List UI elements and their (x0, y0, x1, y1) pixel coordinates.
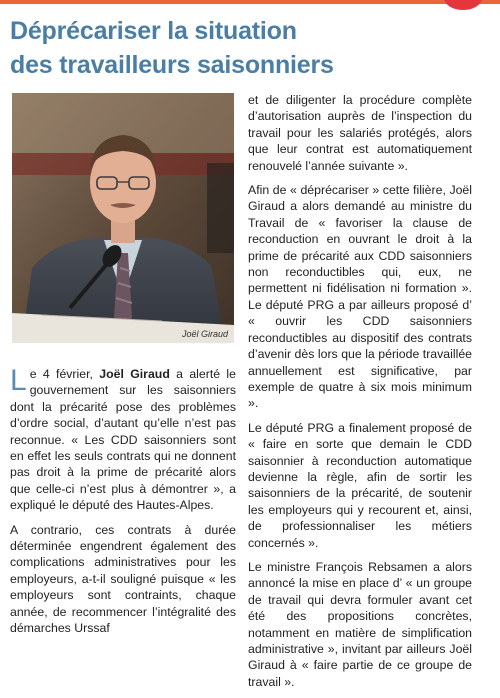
paragraph: Le ministre François Rebsamen a alors annoncé la mise en place d’ « un groupe de travail qui devra formuler avant cet été des propositions concrètes, notamment en matière de simplification administrative », invitant par ailleurs Joël Giraud à « faire partie de ce groupe de travail ». (248, 559, 472, 689)
paragraph: Afin de « déprécariser » cette filière, Joël Giraud a alors demandé au ministre du Travail de « favoriser la clause de reconduction en ouvrant le droit à la prime de précarité aux CDD saisonniers non reconductibles qui, eux, ne permettent ni fidélisation ni formation ». Le député PRG a par ailleurs proposé d’ « ouvrir les CDD saisonniers reconductibles au dispositif des contrats d’avenir dès lors que la période travaillée annuellement est significative, par exemple de quatre à six mois minimum ». (248, 183, 472, 411)
photo-caption: Joël Giraud (181, 329, 228, 339)
headline-line-2: des travailleurs saisonniers (10, 51, 334, 79)
paragraph: A contrario, ces contrats à durée déterminée engendrent également des complications administratives pour les employeurs, a-t-il souligné puisque « les employeurs sont contraints, chaque année, de recommencer l’intégralité des démarches Urssaf (10, 522, 236, 636)
paragraph: et de diligenter la procédure complète d’autorisation auprès de l’inspection du travail pour les salariés protégés, alors que leur contrat est automatiquement renouvelé l’année suivante ». (248, 93, 472, 173)
paragraph-text: a alerté le gouvernement sur les saisonniers dont la précarité pose des problèmes d’ordre social, d’autant qu’elle n’est pas reconnue. « Les CDD saisonniers sont en effet les seuls contrats qui ne donnent pas droit à la prime de précarité alors que celle-ci n’est plus à démontrer », a expliqué le député des Hautes-Alpes. (10, 367, 237, 513)
speaker-photo (12, 93, 234, 343)
paragraph (10, 366, 236, 514)
drop-cap: L (10, 364, 27, 397)
top-accent-bar (0, 0, 500, 4)
speaker-illustration (12, 93, 234, 343)
corner-badge (444, 0, 482, 10)
paragraph: Le député PRG a finalement proposé de « faire en sorte que demain le CDD saisonnier à reconduction automatique devienne la règle, afin de sortir les saisonniers de la précarité, de soutenir les employeurs qui y recourent et, ainsi, de professionnaliser les métiers concernés ». (248, 420, 472, 550)
paragraph-text: e 4 février, (29, 367, 100, 381)
article-headline (10, 14, 490, 82)
article-column-right (248, 92, 472, 698)
person-name: Joël Giraud (99, 367, 170, 381)
article-column-left (10, 366, 236, 645)
headline-line-1: Déprécariser la situation (10, 17, 297, 45)
